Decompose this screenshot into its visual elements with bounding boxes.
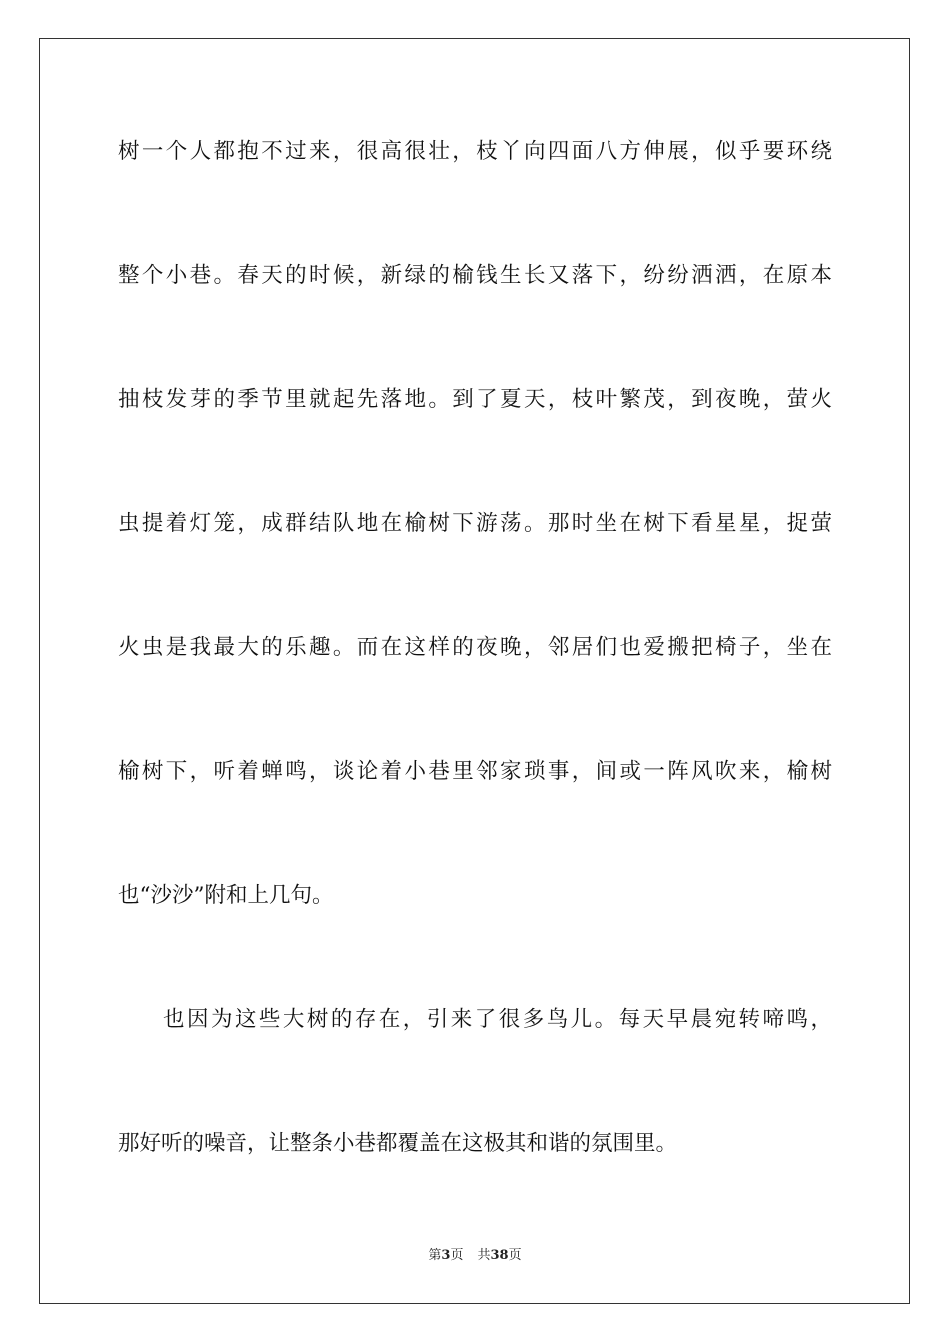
page-footer: [0, 1246, 950, 1266]
text-line: 树一个人都抱不过来，很高很壮，枝丫向四面八方伸展，似乎要环绕: [118, 139, 832, 164]
current-page-number: 3: [441, 1248, 451, 1263]
page-prefix: 第: [428, 1248, 442, 1263]
total-prefix: 共: [477, 1248, 491, 1263]
text-line: 榆树下，听着蝉鸣，谈论着小巷里邻家琐事，间或一阵风吹来，榆树: [118, 759, 832, 784]
total-page-count: 38: [490, 1248, 509, 1263]
page-unit: 页: [450, 1248, 464, 1263]
total-unit: 页: [508, 1248, 522, 1263]
text-line: 虫提着灯笼，成群结队地在榆树下游荡。那时坐在树下看星星，捉萤: [118, 511, 832, 536]
text-line: 整个小巷。春天的时候，新绿的榆钱生长又落下，纷纷洒洒，在原本: [118, 263, 832, 288]
text-line: 火虫是我最大的乐趣。而在这样的夜晚，邻居们也爱搬把椅子，坐在: [118, 635, 832, 660]
text-line: 也“沙沙”附和上几句。: [118, 883, 334, 908]
text-line: 那好听的噪音，让整条小巷都覆盖在这极其和谐的氛围里。: [118, 1131, 678, 1156]
page-border: [39, 38, 910, 1304]
paragraph-first-line: 也因为这些大树的存在，引来了很多鸟儿。每天早晨宛转啼鸣，: [163, 1007, 832, 1032]
text-line: 抽枝发芽的季节里就起先落地。到了夏天，枝叶繁茂，到夜晚，萤火: [118, 387, 832, 412]
